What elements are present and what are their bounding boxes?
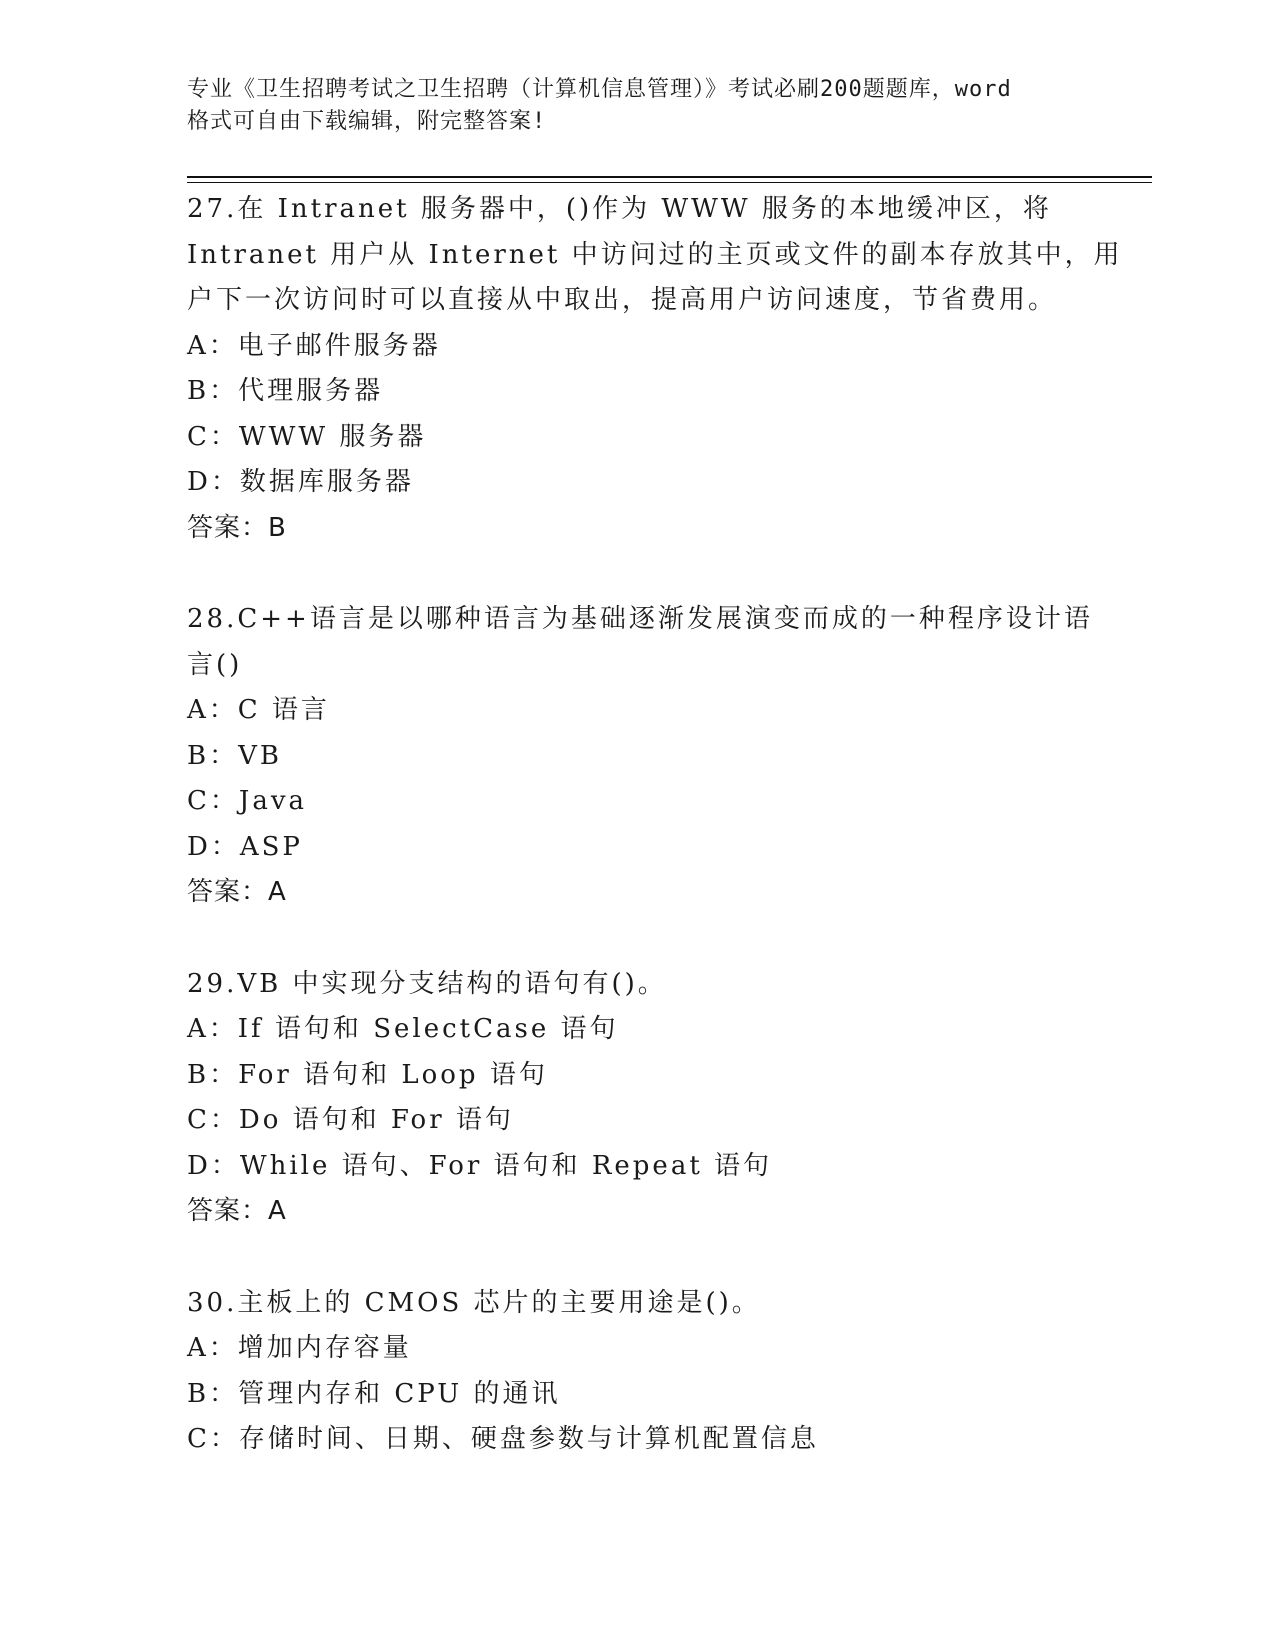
question-28 bbox=[187, 597, 1093, 916]
option-b: B：VB bbox=[187, 740, 282, 771]
header-line-1: 专业《卫生招聘考试之卫生招聘（计算机信息管理）》考试必刷200题题库，word bbox=[187, 77, 1012, 102]
header-line-2: 格式可自由下载编辑，附完整答案! bbox=[187, 109, 547, 134]
question-30 bbox=[187, 1281, 1087, 1463]
header-divider-thick bbox=[187, 176, 1152, 178]
question-stem-line: 28.C++语言是以哪种语言为基础逐渐发展演变而成的一种程序设计语 bbox=[187, 604, 1093, 634]
answer-label: 答案：B bbox=[187, 512, 287, 543]
question-stem-line: 27.在 Intranet 服务器中，()作为 WWW 服务的本地缓冲区，将 bbox=[187, 194, 1052, 224]
question-spacer bbox=[187, 1235, 1087, 1281]
option-c: C：存储时间、日期、硬盘参数与计算机配置信息 bbox=[187, 1424, 819, 1454]
option-b: B：代理服务器 bbox=[187, 376, 384, 406]
question-spacer bbox=[187, 916, 1087, 962]
document-header bbox=[187, 74, 1087, 138]
option-d: D：ASP bbox=[187, 831, 303, 862]
option-d: D：数据库服务器 bbox=[187, 467, 414, 497]
question-stem-line: Intranet 用户从 Internet 中访问过的主页或文件的副本存放其中，用 bbox=[187, 239, 1123, 270]
question-27 bbox=[187, 187, 1123, 551]
question-stem-line: 29.VB 中实现分支结构的语句有()。 bbox=[187, 968, 667, 999]
option-a: A：C 语言 bbox=[187, 695, 330, 725]
option-a: A：If 语句和 SelectCase 语句 bbox=[187, 1014, 619, 1044]
option-c: C：WWW 服务器 bbox=[187, 421, 427, 452]
question-stem-line: 30.主板上的 CMOS 芯片的主要用途是()。 bbox=[187, 1287, 761, 1318]
question-stem-line: 言() bbox=[187, 649, 243, 680]
answer-label: 答案：A bbox=[187, 1196, 287, 1226]
question-list bbox=[187, 187, 1123, 1463]
option-c: C：Do 语句和 For 语句 bbox=[187, 1105, 514, 1135]
question-29 bbox=[187, 962, 1087, 1235]
option-a: A：增加内存容量 bbox=[187, 1333, 412, 1363]
header-divider-thin bbox=[187, 182, 1152, 183]
option-c: C：Java bbox=[187, 786, 308, 816]
option-d: D：While 语句、For 语句和 Repeat 语句 bbox=[187, 1150, 773, 1181]
option-b: B：管理内存和 CPU 的通讯 bbox=[187, 1378, 561, 1409]
question-stem-line: 户下一次访问时可以直接从中取出，提高用户访问速度，节省费用。 bbox=[187, 285, 1058, 315]
question-spacer bbox=[187, 551, 1087, 597]
option-a: A：电子邮件服务器 bbox=[187, 330, 441, 361]
answer-label: 答案：A bbox=[187, 877, 287, 907]
option-b: B：For 语句和 Loop 语句 bbox=[187, 1059, 548, 1090]
